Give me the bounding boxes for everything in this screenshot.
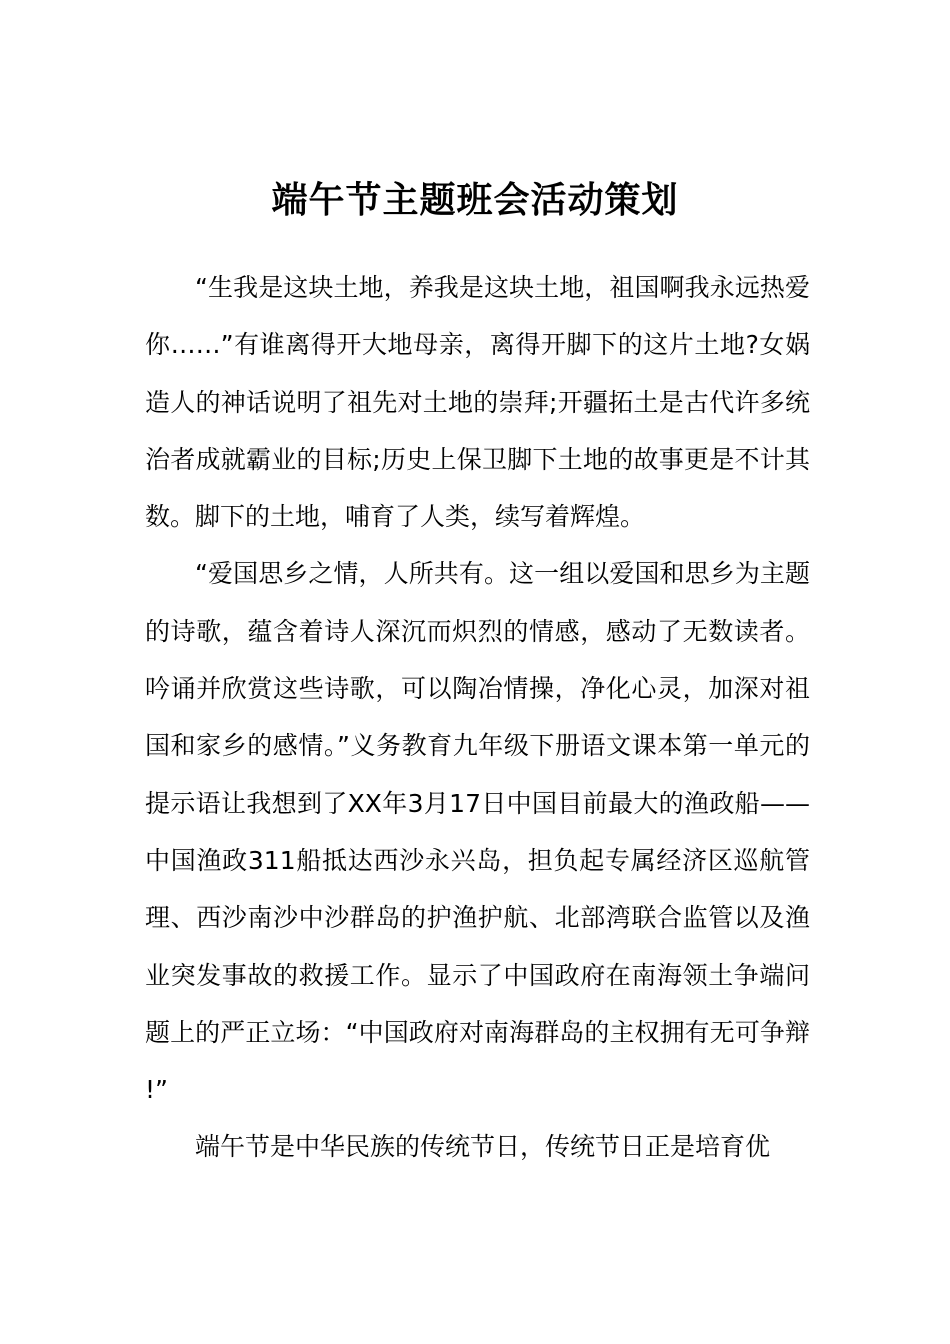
document-body bbox=[145, 259, 810, 1176]
document-title: 端午节主题班会活动策划 bbox=[271, 180, 679, 221]
paragraph-1: “生我是这块土地，养我是这块土地，祖国啊我永远热爱你……”有谁离得开大地母亲，离得开脚下的这片土地?女娲造人的神话说明了祖先对土地的崇拜;开疆拓土是古代许多统治者成就霸业的目标;历史上保卫脚下土地的故事更是不计其数。脚下的土地，哺育了人类，续写着辉煌。 bbox=[145, 273, 810, 532]
paragraph-2: “爱国思乡之情，人所共有。这一组以爱国和思乡为主题的诗歌，蕴含着诗人深沉而炽烈的情感，感动了无数读者。吟诵并欣赏这些诗歌，可以陶冶情操，净化心灵，加深对祖国和家乡的感情。”义务教育九年级下册语文课本第一单元的提示语让我想到了XX年3月17日中国目前最大的渔政船——中国渔政311船抵达西沙永兴岛，担负起专属经济区巡航管理、西沙南沙中沙群岛的护渔护航、北部湾联合监管以及渔业突发事故的救援工作。显示了中国政府在南海领土争端问题上的严正立场：“中国政府对南海群岛的主权拥有无可争辩!” bbox=[145, 559, 810, 1105]
paragraph-3: 端午节是中华民族的传统节日，传统节日正是培育优 bbox=[195, 1132, 771, 1162]
